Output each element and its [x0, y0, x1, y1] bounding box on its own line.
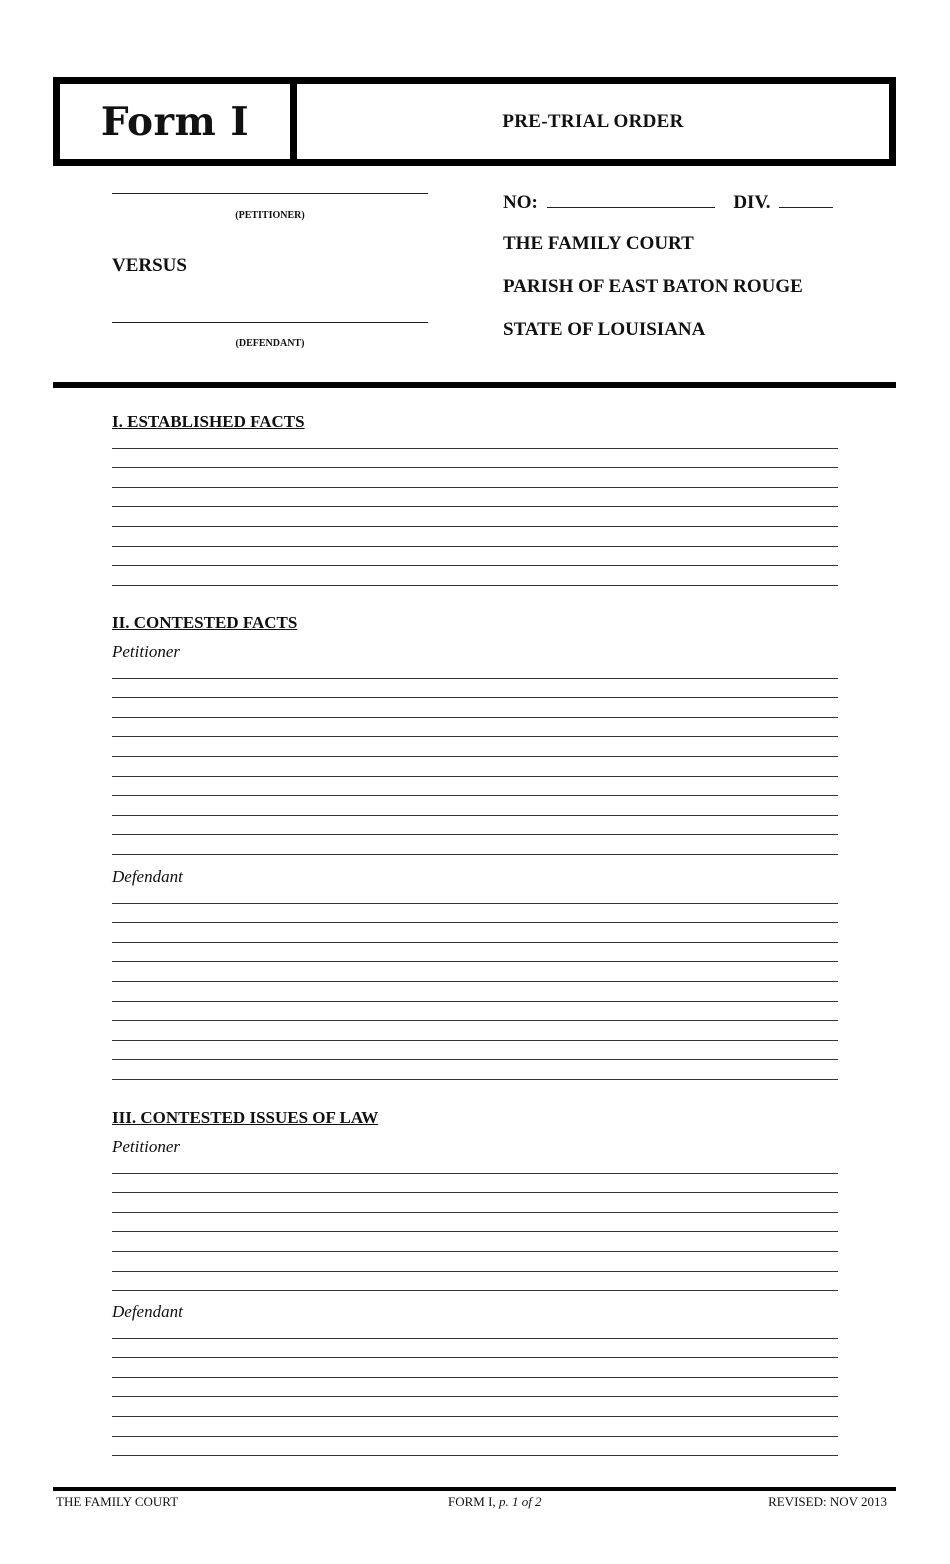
caption-divider	[53, 382, 896, 388]
writing-line[interactable]	[112, 1193, 838, 1213]
writing-line[interactable]	[112, 737, 838, 757]
writing-line[interactable]	[112, 982, 838, 1002]
writing-line[interactable]	[112, 816, 838, 836]
writing-line[interactable]	[112, 547, 838, 567]
contested-facts-defendant-label: Defendant	[112, 867, 183, 886]
versus-label: VERSUS	[112, 255, 187, 276]
writing-line[interactable]	[112, 429, 838, 449]
writing-line[interactable]	[112, 1339, 838, 1359]
petitioner-label: (PETITIONER)	[235, 210, 305, 221]
division-label: DIV.	[733, 192, 771, 213]
footer-page-number: p. 1 of 2	[498, 1494, 542, 1509]
document-title: PRE-TRIAL ORDER	[502, 110, 684, 132]
parish-name: PARISH OF EAST BATON ROUGE	[503, 276, 803, 297]
writing-line[interactable]	[112, 718, 838, 738]
writing-line[interactable]	[112, 1232, 838, 1252]
footer-court: THE FAMILY COURT	[56, 1494, 179, 1509]
writing-line[interactable]	[112, 698, 838, 718]
case-number-row	[503, 191, 833, 214]
contested-facts-defendant-lines[interactable]	[112, 884, 838, 1080]
writing-line[interactable]	[112, 884, 838, 904]
form-label: Form I	[100, 98, 250, 145]
established-facts-title: I. ESTABLISHED FACTS	[112, 412, 305, 431]
writing-line[interactable]	[112, 1174, 838, 1194]
writing-line[interactable]	[112, 757, 838, 777]
writing-line[interactable]	[112, 1002, 838, 1022]
writing-line[interactable]	[112, 1437, 838, 1457]
petitioner-field[interactable]	[112, 193, 428, 194]
writing-line[interactable]	[112, 943, 838, 963]
contested-issues-title: III. CONTESTED ISSUES OF LAW	[112, 1108, 379, 1127]
writing-line[interactable]	[112, 1252, 838, 1272]
established-facts-lines[interactable]	[112, 429, 838, 586]
writing-line[interactable]	[112, 1154, 838, 1174]
writing-line[interactable]	[112, 659, 838, 679]
writing-line[interactable]	[112, 796, 838, 816]
contested-facts-petitioner-lines[interactable]	[112, 659, 838, 855]
contested-issues-petitioner-lines[interactable]	[112, 1154, 838, 1291]
writing-line[interactable]	[112, 507, 838, 527]
writing-line[interactable]	[112, 777, 838, 797]
state-name: STATE OF LOUISIANA	[503, 319, 706, 340]
document-title-cell	[297, 84, 889, 159]
writing-line[interactable]	[112, 835, 838, 855]
court-name: THE FAMILY COURT	[503, 233, 694, 254]
writing-line[interactable]	[112, 1358, 838, 1378]
footer-revised: REVISED: NOV 2013	[768, 1494, 887, 1509]
defendant-label: (DEFENDANT)	[235, 338, 305, 349]
writing-line[interactable]	[112, 1397, 838, 1417]
writing-line[interactable]	[112, 449, 838, 469]
form-header	[53, 77, 896, 166]
form-label-cell	[60, 84, 297, 159]
division-field[interactable]	[779, 191, 833, 208]
footer-form-label: FORM I,	[448, 1494, 496, 1509]
writing-line[interactable]	[112, 1417, 838, 1437]
contested-issues-defendant-lines[interactable]	[112, 1319, 838, 1456]
writing-line[interactable]	[112, 679, 838, 699]
contested-facts-title: II. CONTESTED FACTS	[112, 613, 298, 632]
case-number-field[interactable]	[547, 191, 715, 208]
writing-line[interactable]	[112, 904, 838, 924]
writing-line[interactable]	[112, 1213, 838, 1233]
writing-line[interactable]	[112, 468, 838, 488]
writing-line[interactable]	[112, 1319, 838, 1339]
writing-line[interactable]	[112, 1272, 838, 1292]
writing-line[interactable]	[112, 962, 838, 982]
writing-line[interactable]	[112, 1041, 838, 1061]
writing-line[interactable]	[112, 923, 838, 943]
contested-issues-defendant-label: Defendant	[112, 1302, 183, 1321]
writing-line[interactable]	[112, 488, 838, 508]
writing-line[interactable]	[112, 1021, 838, 1041]
writing-line[interactable]	[112, 566, 838, 586]
writing-line[interactable]	[112, 1378, 838, 1398]
footer-page	[448, 1494, 542, 1510]
writing-line[interactable]	[112, 527, 838, 547]
footer-rule	[53, 1487, 896, 1491]
contested-issues-petitioner-label: Petitioner	[112, 1137, 180, 1156]
writing-line[interactable]	[112, 1060, 838, 1080]
contested-facts-petitioner-label: Petitioner	[112, 642, 180, 661]
defendant-field[interactable]	[112, 322, 428, 323]
case-number-label: NO:	[503, 192, 538, 213]
